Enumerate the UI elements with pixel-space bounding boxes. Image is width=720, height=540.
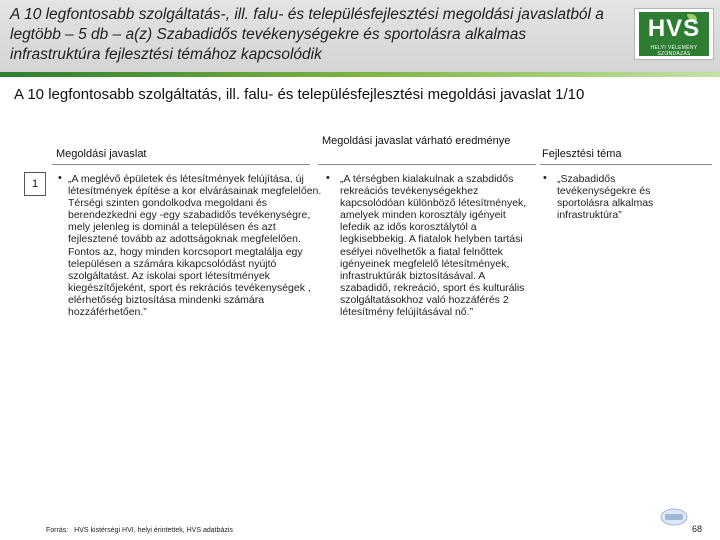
bullet-topic: • [543,172,547,184]
column-underline-solution [52,164,310,165]
column-header-solution: Megoldási javaslat [56,148,147,160]
hvs-logo-text: HVS [647,15,701,42]
section-title: A 10 legfontosabb szolgáltatás, ill. falu- és településfejlesztési megoldási javaslat 1/10 [14,86,585,103]
bullet-result: • [326,172,330,184]
result-text: „A térségben kialakulnak a szabdidős rekreációs tevékenységekhez kapcsolódóan különböző létesítmények, amelyek minden korosztály igényeit lefedik az idős korosztálytól a legkisebbekig. A fiatalok helyben tartási esélyei növelhetők a fiatal felnőttek igényeinek megfelelő létesítmények, infrastruktúrák biztosításával. A szabadidő, rekreáció, sport és kulturális szolgáltatásokhoz való hozzáférés 2 létesítmény felújításával nő.” [340,173,527,319]
footer-logo-icon [660,508,688,526]
slide-header-title: A 10 legfontosabb szolgáltatás-, ill. falu- és településfejlesztési megoldási javaslatból a legtöbb – 5 db – a(z) Szabadidős tevékenységekre és sportolásra alkalmas infrastruktúra fejlesztési témához kapcsolódik [10,6,604,63]
hvs-logo-badge [639,12,709,56]
hvs-logo [634,8,714,60]
footer-source [46,527,239,534]
column-underline-result [318,164,536,165]
bullet-solution: • [58,172,62,184]
topic-text: „Szabadidős tevékenységekre és sportolásra alkalmas infrastruktúra” [557,173,654,222]
hvs-logo-subtitle: HELYI VÉLEMÉNY SZONDÁZÁS [650,45,698,57]
solution-text: „A meglévő épületek és létesítmények felújítása, új létesítmények építése a kor elvárásainak megfelelően. Térségi szinten gondolkodva megoldani és berendezkedni egy -egy szabadidős tevékenységre, mely jelenleg is dominál a településen és azt fejlesztené tovább az adottságoknak megfelelően. Fontos az, hogy minden korcsoport megtalálja egy településen a számára kikapcsolódást nyújtó szolgáltatást. Az iskolai sport létesítmények kiegészítőjeként, sport és rekrációs tevékenységek , elérhetőség biztosítása mindenki számára hozzáférhetően.” [68,173,322,319]
column-header-topic: Fejlesztési téma [542,148,622,160]
page-number: 68 [692,524,703,534]
footer-source-text: HVS kistérségi HVI, helyi érintettek, HVS adatbázis [74,527,233,534]
header-divider [0,72,720,77]
row-number-badge: 1 [24,172,46,196]
column-header-result: Megoldási javaslat várható eredménye [322,135,511,147]
footer-source-label: Forrás: [46,527,69,534]
column-underline-topic [540,164,712,165]
